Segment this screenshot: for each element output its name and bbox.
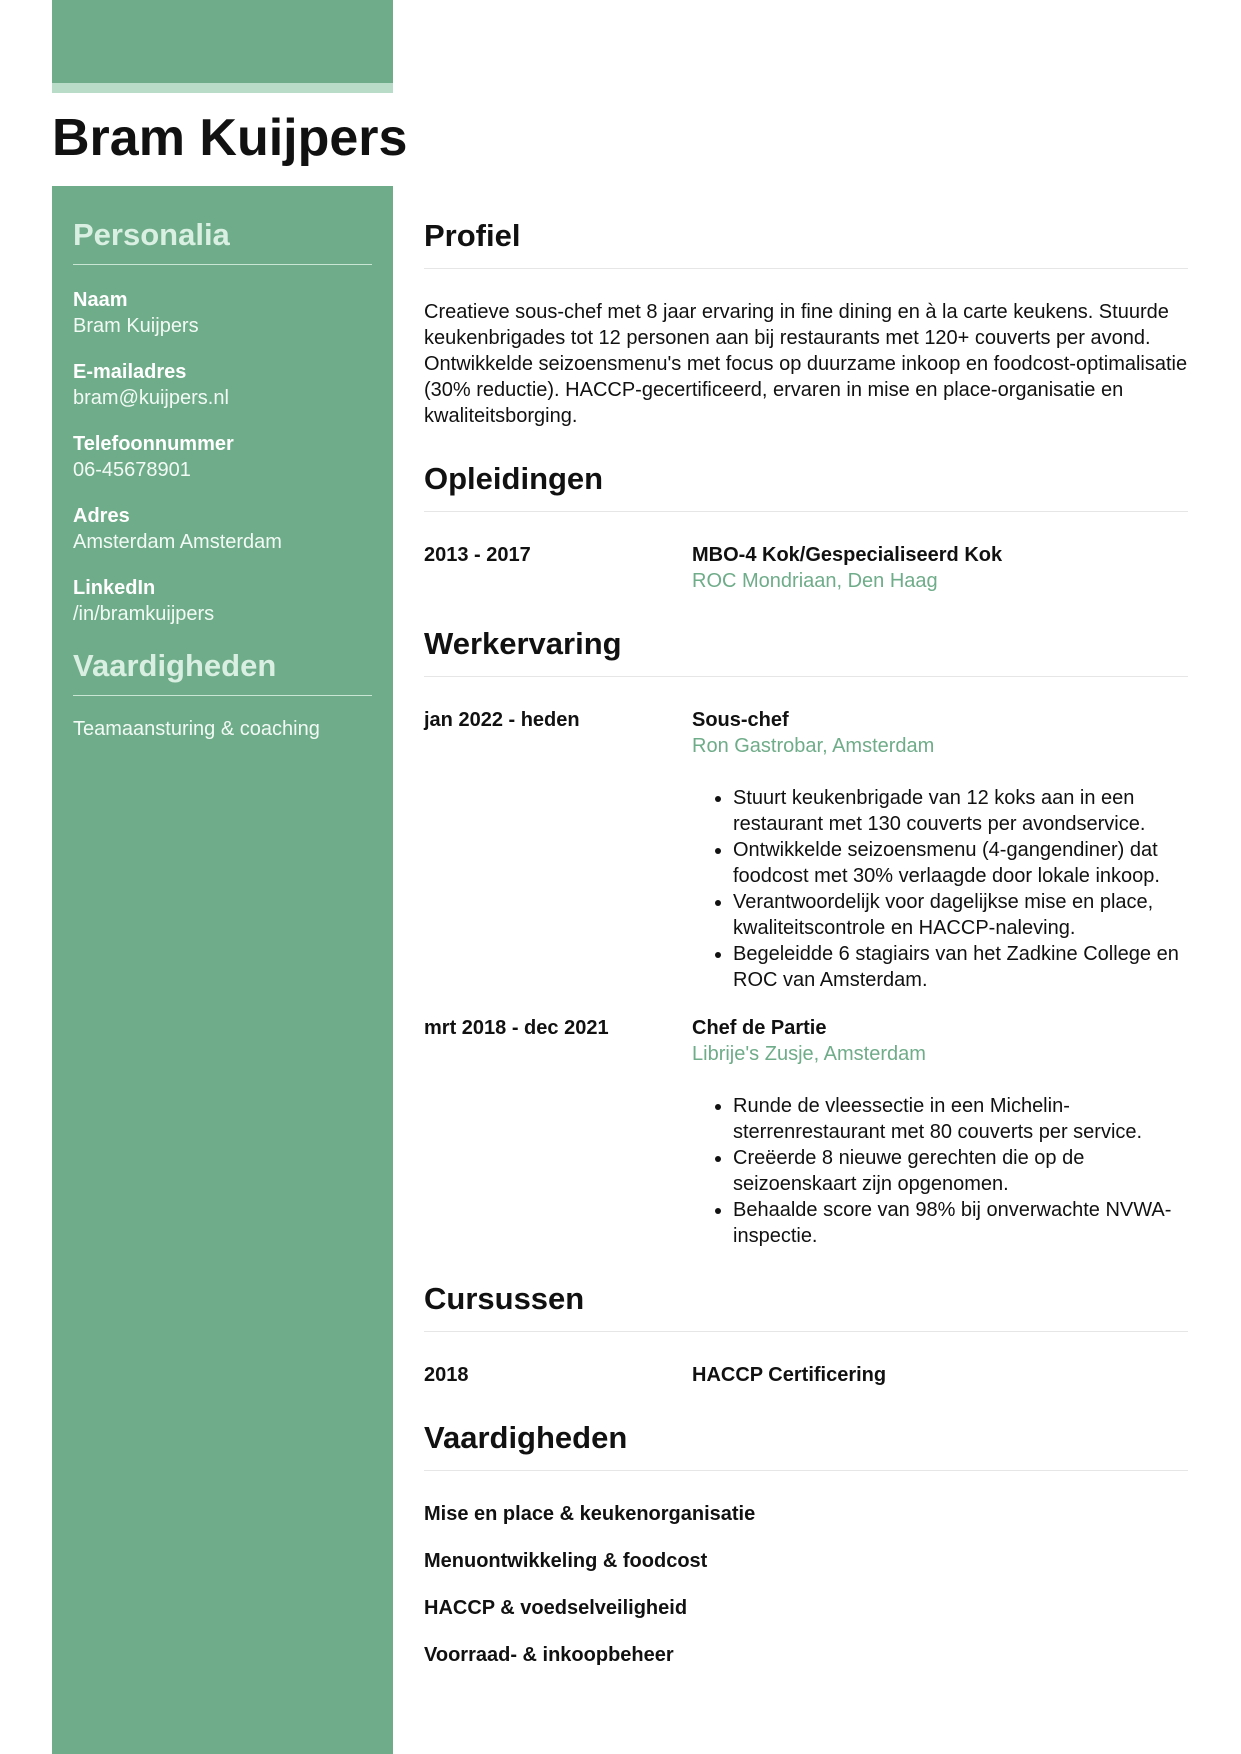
entry-title: Chef de Partie (692, 1017, 827, 1039)
entry-body (692, 1362, 1188, 1388)
list-item: • Verantwoordelijk voor dagelijkse mise en place, kwaliteitscontrole en HACCP-naleving. (733, 889, 1188, 941)
detail-label: Adres (73, 505, 130, 527)
detail-value[interactable]: bram@kuijpers.nl (73, 387, 229, 409)
profile-text: Creatieve sous-chef met 8 jaar ervaring in fine dining en à la carte keukens. Stuurde keukenbrigades tot 12 personen aan bij restaurants met 120+ couverts per avond. Ontwikkelde seizoensmenu's met focus op duurzame inkoop en foodcost-optimalisatie (30% reductie). HACCP-gecertificeerd, ervaren in mise en place-organisatie en kwaliteitsborging. (424, 301, 1188, 427)
list-item: • Creëerde 8 nieuwe gerechten die op de seizoenskaart zijn opgenomen. (733, 1145, 1188, 1197)
sidebar-skills (73, 716, 372, 742)
entry-body (692, 542, 1188, 594)
detail-value[interactable]: /in/bramkuijpers (73, 603, 215, 625)
education-section (424, 429, 1188, 594)
detail-label: Naam (73, 289, 128, 311)
section-title-courses: Cursussen (424, 1249, 1188, 1332)
entry-date: jan 2022 - heden (424, 709, 580, 731)
entry-title: MBO-4 Kok/Gespecialiseerd Kok (692, 544, 1003, 566)
skill-list (424, 1501, 1188, 1668)
education-entry (424, 542, 1188, 594)
detail-label: LinkedIn (73, 577, 156, 599)
detail-value: Amsterdam Amsterdam (73, 531, 282, 553)
skill-item: Menuontwikkeling & foodcost (424, 1550, 708, 1572)
detail-label: Telefoonnummer (73, 433, 234, 455)
bullet-list (692, 1093, 1188, 1249)
list-item: • Stuurt keukenbrigade van 12 koks aan in een restaurant met 130 couverts per avondservice. (733, 785, 1188, 837)
skill-item: Voorraad- & inkoopbeheer (424, 1644, 674, 1666)
entry-title: Sous-chef (692, 709, 789, 731)
entry-title: HACCP Certificering (692, 1364, 887, 1386)
experience-section (424, 594, 1188, 1249)
entry-body (692, 707, 1188, 993)
detail-value: 06-45678901 (73, 459, 191, 481)
skill-item: Mise en place & keukenorganisatie (424, 1503, 756, 1525)
sidebar (52, 186, 393, 1754)
bullet-list (692, 785, 1188, 993)
detail-linkedin (73, 575, 372, 627)
experience-entry (424, 707, 1188, 993)
detail-phone (73, 431, 372, 483)
entry-body (692, 1015, 1188, 1249)
detail-value: Bram Kuijpers (73, 315, 199, 337)
skill-item: HACCP & voedselveiligheid (424, 1597, 688, 1619)
experience-entry (424, 1015, 1188, 1249)
detail-label: E-mailadres (73, 361, 187, 383)
courses-section (424, 1249, 1188, 1388)
detail-email (73, 359, 372, 411)
header-accent-band (52, 0, 393, 83)
list-item: • Begeleidde 6 stagiairs van het Zadkine College en ROC van Amsterdam. (733, 941, 1188, 993)
main-content (424, 186, 1188, 1689)
candidate-name: Bram Kuijpers (52, 109, 408, 167)
detail-address (73, 503, 372, 555)
personal-details (73, 287, 372, 627)
section-title-experience: Werkervaring (424, 594, 1188, 677)
entry-institution: ROC Mondriaan, Den Haag (692, 570, 938, 592)
section-title-profile: Profiel (424, 186, 1188, 269)
sidebar-skills-heading: Vaardigheden (73, 647, 372, 696)
list-item: • Runde de vleessectie in een Michelin-sterrenrestaurant met 80 couverts per service. (733, 1093, 1188, 1145)
entry-employer: Ron Gastrobar, Amsterdam (692, 735, 935, 757)
list-item: • Ontwikkelde seizoensmenu (4-gangendiner) dat foodcost met 30% verlaagde door lokale inkoop. (733, 837, 1188, 889)
header-accent-stripe (52, 83, 393, 93)
section-title-skills: Vaardigheden (424, 1388, 1188, 1471)
entry-date: 2013 - 2017 (424, 544, 531, 566)
entry-date: mrt 2018 - dec 2021 (424, 1017, 609, 1039)
sidebar-skill: Teamaansturing & coaching (73, 718, 320, 740)
course-entry (424, 1362, 1188, 1388)
detail-name (73, 287, 372, 339)
section-title-education: Opleidingen (424, 429, 1188, 512)
profile-section (424, 186, 1188, 429)
skills-section (424, 1388, 1188, 1668)
entry-employer: Librije's Zusje, Amsterdam (692, 1043, 926, 1065)
personal-heading: Personalia (73, 216, 372, 265)
list-item: • Behaalde score van 98% bij onverwachte NVWA-inspectie. (733, 1197, 1188, 1249)
entry-date: 2018 (424, 1364, 469, 1386)
